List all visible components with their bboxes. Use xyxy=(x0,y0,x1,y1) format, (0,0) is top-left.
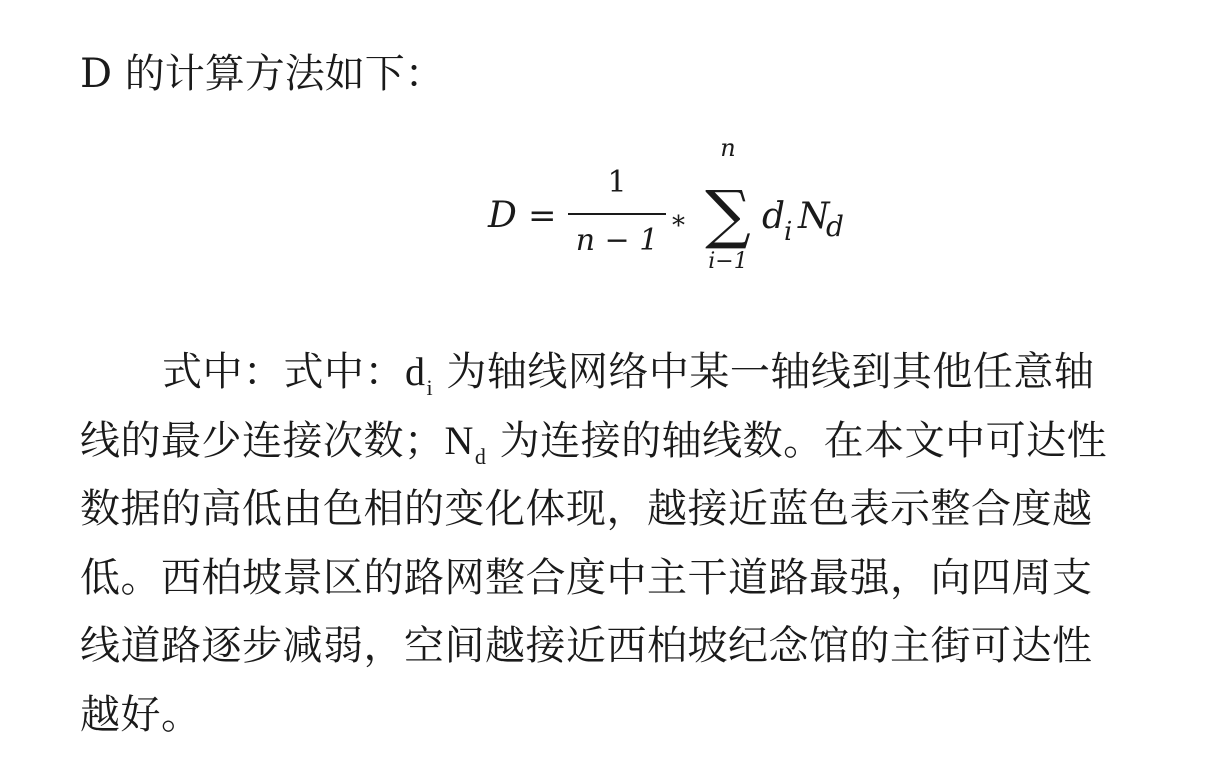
formula-block xyxy=(480,136,880,286)
symbol-d: d xyxy=(405,349,426,394)
term-d: d xyxy=(762,196,786,237)
term-N-sub: d xyxy=(826,210,844,243)
line1-prefix: 式中：式中： xyxy=(162,349,405,395)
paragraph-line: 越好。 xyxy=(80,691,202,738)
formula-numerator: 1 xyxy=(607,165,627,200)
explanation-paragraph xyxy=(80,338,1180,749)
sum-symbol: ∑ xyxy=(705,178,751,252)
formula-svg xyxy=(480,136,880,286)
paragraph-line xyxy=(80,338,1180,407)
term-d-sub: i xyxy=(784,217,793,247)
formula-times: * xyxy=(672,211,685,241)
formula-lhs: D xyxy=(488,195,517,236)
line2-prefix: 线的最少连接次数； xyxy=(80,417,445,464)
formula-denominator: n − 1 xyxy=(575,223,659,258)
sum-lower-limit: i−1 xyxy=(708,249,748,274)
term-N: N xyxy=(798,196,830,237)
paragraph-line: 数据的高低由色相的变化体现，越接近蓝色表示整合度越 xyxy=(80,486,1093,532)
formula-equals: = xyxy=(528,196,557,236)
symbol-N-subscript: d xyxy=(474,443,487,469)
paragraph-line: 线道路逐步减弱，空间越接近西柏坡纪念馆的主街可达性 xyxy=(80,623,1093,669)
symbol-N: N xyxy=(444,417,474,463)
intro-text: D 的计算方法如下： xyxy=(80,51,445,97)
paragraph-line: 低。西柏坡景区的路网整合度中主干道路最强，向四周支 xyxy=(80,554,1093,601)
paragraph-line xyxy=(80,407,1180,476)
sum-upper-limit: n xyxy=(720,136,736,162)
line2-suffix: 为连接的轴线数。在本文中可达性 xyxy=(486,417,1108,464)
symbol-d-subscript: i xyxy=(426,375,434,400)
line1-suffix: 为轴线网络中某一轴线到其他任意轴 xyxy=(433,349,1095,395)
